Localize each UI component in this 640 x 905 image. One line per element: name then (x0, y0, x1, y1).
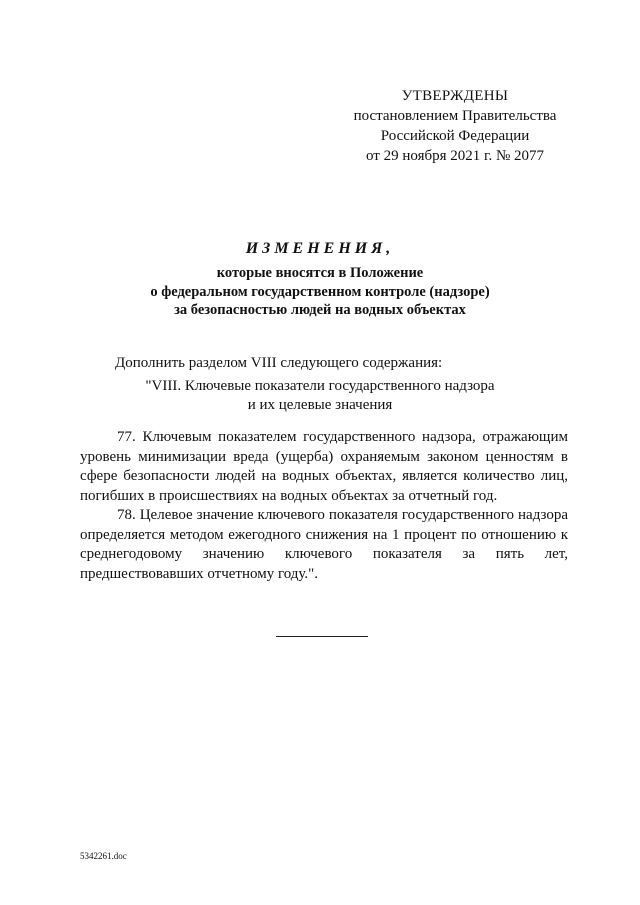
paragraph-77: 77. Ключевым показателем государственного надзора, отражающим уровень минимизации вреда (ущерба) охраняемым законом ценностям в сфере безопасности людей на водных объектах, является количество лиц, погибших в происшествиях на водных объектах за отчетный год. (80, 429, 568, 504)
end-rule (276, 636, 368, 637)
section-heading (80, 377, 560, 415)
section-heading-line-2: и их целевые значения (247, 397, 393, 413)
approval-stamp (330, 86, 580, 166)
section-heading-line-1: "VIII. Ключевые показатели государственного надзора (145, 378, 495, 394)
title-line-2: о федеральном государственном контроле (надзоре) (150, 283, 490, 300)
title-line-3: за безопасностью людей на водных объектах (174, 302, 466, 318)
approval-heading: УТВЕРЖДЕНЫ (401, 88, 509, 104)
document-title (80, 238, 560, 320)
file-reference: 5342261.doc (80, 851, 127, 861)
intro-text: Дополнить разделом VIII следующего содержания: (115, 355, 443, 371)
body-text (80, 428, 568, 584)
title-line-1: которые вносятся в Положение (216, 265, 424, 281)
approval-line-2: Российской Федерации (380, 128, 530, 144)
title-main: ИЗМЕНЕНИЯ, (245, 240, 395, 257)
approval-line-1: постановлением Правительства (353, 108, 557, 124)
approval-date-number: от 29 ноября 2021 г. № 2077 (365, 148, 545, 164)
paragraph-78: 78. Целевое значение ключевого показателя государственного надзора определяется методом ежегодного снижения на 1 процент по отношению к среднегодовому значению ключевого показателя за пять лет, предшествовавших отчетному году.". (80, 507, 568, 582)
